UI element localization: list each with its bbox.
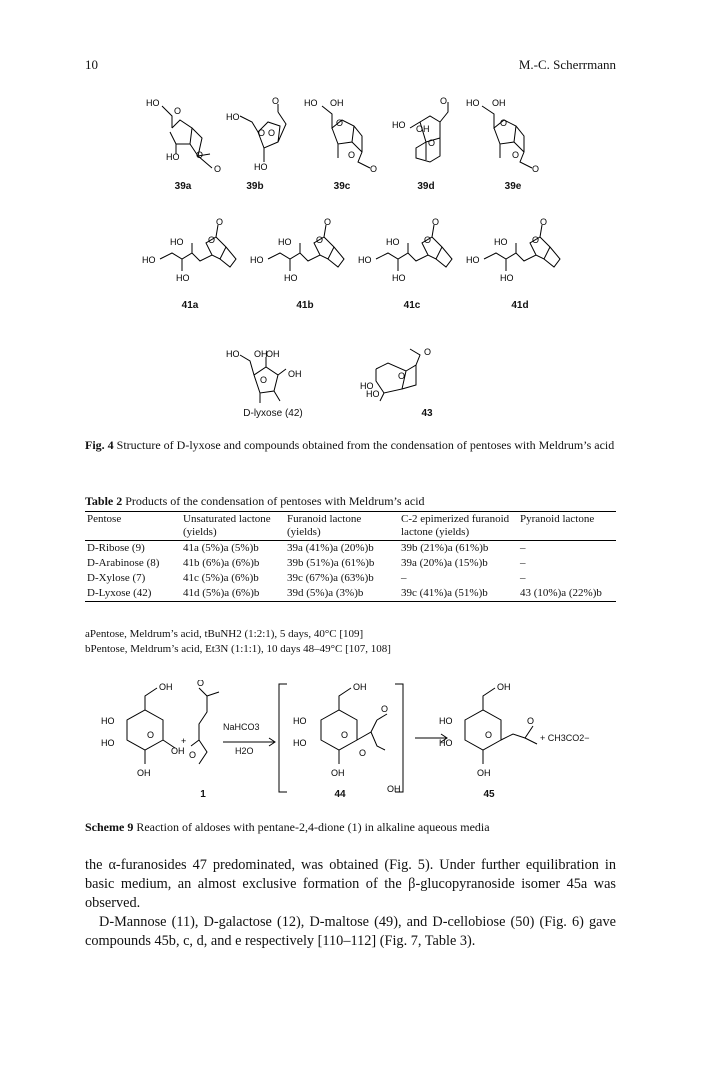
table2-caption [85,494,425,508]
body-paragraph-1: the α-furanosides 47 predominated, was obtained (Fig. 5). Under further equilibration in basic medium, an almost exclusive formation of the β-glucopyranoside isomer 45a was observed. [85,857,616,911]
table-header-cell: Pyranoid lactone [518,512,616,541]
svg-text:HO: HO [494,237,508,247]
svg-text:HO: HO [226,112,240,122]
structure-39e [482,106,532,168]
table2-caption-label: Table 2 [85,494,123,508]
structure-41d [484,225,560,271]
svg-text:HO: HO [166,152,180,162]
svg-text:O: O [268,128,276,138]
structure-41c [376,225,452,271]
table-row [85,541,616,557]
svg-text:O: O [258,128,266,138]
table-cell: D-Arabinose (8) [87,557,160,569]
svg-text:OH: OH [330,98,344,108]
svg-text:HO: HO [366,389,380,399]
svg-text:HO: HO [392,273,406,283]
svg-text:HO: HO [278,237,292,247]
fig4-caption-label: Fig. 4 [85,438,114,452]
svg-text:OH: OH [416,124,430,134]
fig4-row3-structures [220,345,450,407]
table-row [85,571,616,586]
svg-text:O: O [324,217,332,227]
table-header-cell: Pentose [85,512,181,541]
svg-text:OH: OH [331,768,345,778]
table-cell: 41b (6%)a (6%)b [183,557,260,569]
svg-text:HO: HO [226,349,240,359]
svg-text:O: O [316,235,324,245]
svg-text:O: O [348,150,356,160]
svg-text:HO: HO [146,98,160,108]
svg-text:HO: HO [500,273,514,283]
svg-text:O: O [147,730,155,740]
label-44: 44 [334,789,346,800]
svg-text:HO: HO [293,716,307,726]
svg-text:OH: OH [492,98,506,108]
svg-text:HO: HO [101,716,115,726]
label-41a: 41a [181,300,199,311]
table-row [85,586,616,602]
label-41d: 41d [511,300,529,311]
svg-text:OH: OH [477,768,491,778]
table-header-row [85,512,616,541]
svg-text:HO: HO [360,381,374,391]
svg-text:O: O [512,150,520,160]
label-39d: 39d [417,181,435,192]
svg-text:O: O [540,217,548,227]
svg-text:O: O [428,138,436,148]
svg-text:OH: OH [159,682,173,692]
table-cell: 39b (21%)a (61%)b [401,542,489,554]
svg-text:O: O [370,164,378,174]
running-author: M.-C. Scherrmann [518,57,616,72]
svg-text:HO: HO [254,162,268,172]
svg-text:OH: OH [266,349,280,359]
table-cell: 41d (5%)a (6%)b [181,586,285,602]
svg-text:HO: HO [101,738,115,748]
table-cell: – [520,557,526,569]
table-cell: 41c (5%)a (6%)b [183,572,259,584]
scheme9-caption-label: Scheme 9 [85,820,134,834]
svg-text:OH: OH [137,768,151,778]
label-d-lyxose: D-lyxose (42) [243,408,303,419]
structure-41b [268,225,344,271]
svg-text:O: O [208,235,216,245]
table-cell: D-Ribose (9) [87,542,145,554]
svg-text:O: O [381,704,389,714]
svg-text:HO: HO [466,255,480,265]
table-cell: D-Lyxose (42) [85,586,181,602]
page-number: 10 [85,57,98,72]
svg-text:HO: HO [439,738,453,748]
svg-text:O: O [197,680,205,688]
label-45: 45 [483,789,495,800]
svg-text:HO: HO [304,98,318,108]
svg-text:HO: HO [250,255,264,265]
svg-text:O: O [527,716,535,726]
svg-text:O: O [214,164,222,174]
scheme9-caption-text: Reaction of aldoses with pentane-2,4-dione (1) in alkaline aqueous media [136,820,490,834]
table-cell: 39a (20%)a (15%)b [401,557,488,569]
svg-text:HO: HO [293,738,307,748]
svg-text:OH: OH [387,784,401,794]
svg-text:O: O [532,164,540,174]
table-cell: 43 (10%)a (22%)b [518,586,616,602]
scheme9-reagent-top: NaHCO3 [223,722,260,732]
table2-footnote-b: bPentose, Meldrum’s acid, Et3N (1:1:1), 10 days 48–49°C [107, 108] [85,643,391,655]
svg-text:O: O [336,118,344,128]
table2-footnote-a: aPentose, Meldrum’s acid, tBuNH2 (1:2:1), 5 days, 40°C [109] [85,628,364,640]
svg-text:O: O [359,748,367,758]
fig4-row2-structures [140,215,580,295]
svg-text:O: O [500,118,508,128]
svg-text:HO: HO [142,255,156,265]
svg-text:HO: HO [386,237,400,247]
table-cell: – [520,542,526,554]
svg-text:HO: HO [284,273,298,283]
svg-text:O: O [196,150,204,160]
label-39c: 39c [333,181,351,192]
scheme9-diagram [95,680,615,805]
table-cell: – [520,572,526,584]
table-cell: 39d (5%)a (3%)b [285,586,399,602]
table-header-cell: Furanoid lactone (yields) [285,512,399,541]
table-row [85,556,616,571]
svg-text:O: O [216,217,224,227]
svg-text:HO: HO [439,716,453,726]
label-41b: 41b [296,300,314,311]
scheme9-caption [85,820,490,834]
scheme9-reagent-bottom: H2O [235,746,254,756]
table-cell: 39c (41%)a (51%)b [399,586,518,602]
svg-text:HO: HO [392,120,406,130]
structure-39c [322,106,370,168]
table-cell: 39a (41%)a (20%)b [287,542,374,554]
table-header-cell: Unsaturated lactone (yields) [181,512,285,541]
table-cell: 41a (5%)a (5%)b [183,542,259,554]
table-header-cell: C-2 epimerized furanoid lactone (yields) [399,512,518,541]
label-41c: 41c [403,300,421,311]
svg-text:O: O [398,371,406,381]
svg-text:O: O [424,235,432,245]
structure-41a [160,225,236,271]
svg-text:O: O [424,347,432,357]
svg-text:+: + [181,736,187,746]
svg-text:O: O [432,217,440,227]
label-39e: 39e [504,181,522,192]
svg-text:HO: HO [176,273,190,283]
svg-text:HO: HO [358,255,372,265]
table2 [85,511,616,602]
svg-text:OH: OH [171,746,185,756]
table2-caption-text: Products of the condensation of pentoses with Meldrum’s acid [125,494,425,508]
svg-text:O: O [272,96,280,106]
label-1: 1 [200,789,206,800]
svg-text:O: O [341,730,349,740]
svg-text:HO: HO [170,237,184,247]
svg-text:O: O [189,750,197,760]
body-paragraph-2: D-Mannose (11), D-galactose (12), D-maltose (49), and D-cellobiose (50) (Fig. 6) gave compounds 45b, c, d, and e respectively [110–112] (Fig. 7, Table 3). [85,914,616,949]
svg-text:OH: OH [288,369,302,379]
svg-text:OH: OH [254,349,268,359]
table-cell: D-Xylose (7) [87,572,146,584]
fig4-row1-structures [140,92,560,182]
table-cell: – [401,572,407,584]
fig4-caption [85,438,616,452]
label-43: 43 [421,408,433,419]
label-39a: 39a [174,181,192,192]
svg-text:O: O [440,96,448,106]
svg-text:O: O [174,106,182,116]
svg-text:O: O [260,375,268,385]
table-cell: 39b (51%)a (61%)b [287,557,375,569]
svg-text:O: O [485,730,493,740]
label-39b: 39b [246,181,264,192]
svg-text:HO: HO [466,98,480,108]
fig4-caption-text: Structure of D-lyxose and compounds obtained from the condensation of pentoses with Meldrum’s acid [116,438,615,452]
svg-text:OH: OH [497,682,511,692]
svg-text:O: O [532,235,540,245]
svg-text:OH: OH [353,682,367,692]
table-cell: 39c (67%)a (63%)b [287,572,374,584]
scheme9-byproduct: + CH3CO2− [540,733,590,743]
